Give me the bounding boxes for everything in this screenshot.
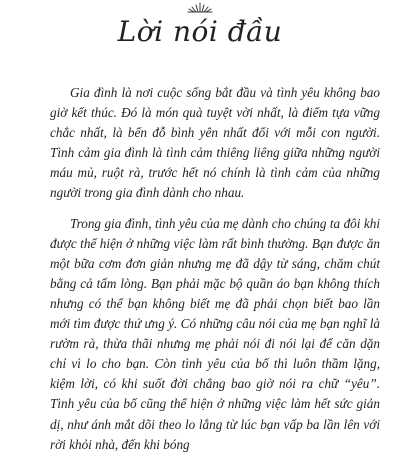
paragraph-2: Trong gia đình, tình yêu của mẹ dành cho chúng ta đôi khi được thể hiện ở những việc làm rất bình thường. Bạn được ăn một bữa cơm đơn giản nhưng mẹ đã dậy từ sáng, chăm chút bằng cả tấm lòng. Bạn phải mặc bộ quần áo bạn không thích nhưng có thể bạn không biết mẹ đã phải chọn biết bao lần mới tìm được thứ ưng ý. Có những câu nói của mẹ bạn nghĩ là rườm rà, thừa thãi nhưng mẹ phải nói đi nói lại để căn dặn chỉ vì lo cho bạn. Còn tình yêu của bố thì luôn thầm lặng, kiệm lời, có khi suốt đời chẳng bao giờ nói ra chữ “yêu”. Tình yêu của bố cũng thể hiện ở những việc làm hết sức giản dị, như ánh mắt dõi theo lo lắng từ lúc bạn vấp ba lần lên với rời khỏi nhà, đến khi bóng [50,215,380,452]
paragraph-1: Gia đình là nơi cuộc sống bắt đầu và tình yêu không bao giờ kết thúc. Đó là món quà tuyệt vời nhất, là điểm tựa vững chắc nhất, là bến đỗ bình yên nhất đối với mỗi con người. Tình cảm gia đình là tình cảm thiêng liêng giữa những người máu mủ, ruột rà, trước hết nó chính là tình cảm của những người trong gia đình dành cho nhau. [50,85,380,201]
body-text [50,83,380,455]
grass-ornament-icon [185,1,215,13]
page-title: Lời nói đầu [117,15,283,48]
